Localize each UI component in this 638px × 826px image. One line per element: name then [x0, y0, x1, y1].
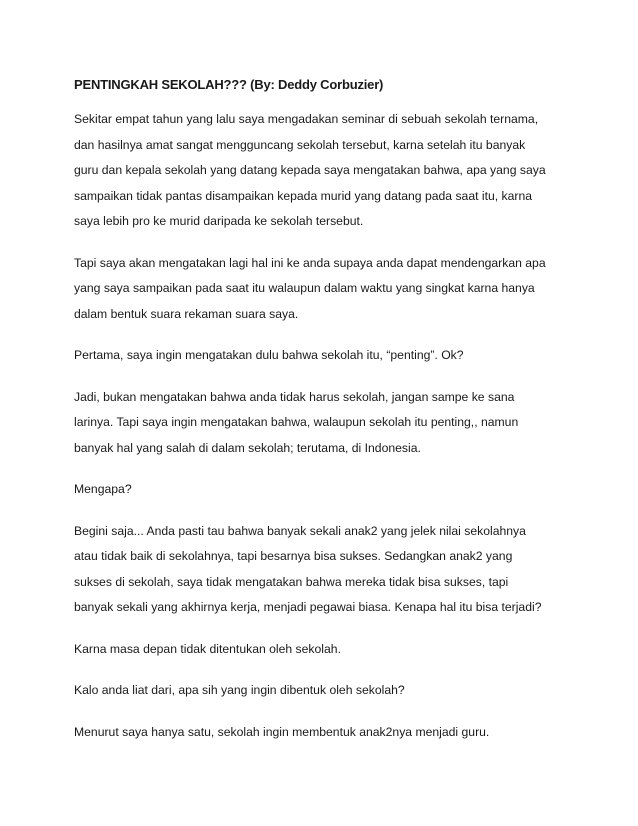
text-line: Mengapa? — [74, 482, 132, 496]
text-line: Tapi saya akan mengatakan lagi hal ini ke anda supaya anda dapat mendengarkan apa — [74, 255, 546, 270]
text-line: Kalo anda liat dari, apa sih yang ingin dibentuk oleh sekolah? — [74, 683, 405, 697]
text-line: guru dan kepala sekolah yang datang kepada saya mengatakan bahwa, apa yang saya — [74, 163, 546, 177]
text-line: Begini saja... Anda pasti tau bahwa banyak sekali anak2 yang jelek nilai sekolahnya — [74, 523, 526, 538]
text-line: Menurut saya hanya satu, sekolah ingin membentuk anak2nya menjadi guru. — [74, 724, 490, 739]
text-line: atau tidak baik di sekolahnya, tapi besarnya bisa sukses. Sedangkan anak2 yang — [74, 549, 513, 563]
text-line: Pertama, saya ingin mengatakan dulu bahwa sekolah itu, “penting”. Ok? — [74, 348, 464, 362]
text-line: dan hasilnya amat sangat mengguncang sekolah tersebut, karna setelah itu banyak — [74, 137, 526, 152]
paragraph — [74, 477, 574, 503]
text-line: saya lebih pro ke murid daripada ke sekolah tersebut. — [74, 214, 364, 228]
text-line: sampaikan tidak pantas disampaikan kepada murid yang datang pada saat itu, karna — [74, 188, 533, 203]
text-line: Sekitar empat tahun yang lalu saya mengadakan seminar di sebuah sekolah ternama, — [74, 112, 539, 126]
text-line: Karna masa depan tidak ditentukan oleh sekolah. — [74, 641, 341, 656]
paragraph — [74, 251, 574, 328]
text-line: banyak sekali yang akhirnya kerja, menjadi pegawai biasa. Kenapa hal itu bisa terjadi? — [74, 600, 542, 614]
document-title: PENTINGKAH SEKOLAH??? (By: Deddy Corbuzier) — [74, 77, 384, 92]
text-line: larinya. Tapi saya ingin mengatakan bahwa, walaupun sekolah itu penting,, namun — [74, 415, 519, 429]
paragraph — [74, 107, 574, 235]
paragraph — [74, 343, 574, 369]
text-line: dalam bentuk suara rekaman suara saya. — [74, 306, 299, 321]
paragraph — [74, 720, 574, 746]
document-body — [74, 76, 574, 761]
text-line: Jadi, bukan mengatakan bahwa anda tidak harus sekolah, jangan sampe ke sana — [74, 389, 515, 404]
paragraph — [74, 519, 574, 621]
paragraph — [74, 678, 574, 704]
text-line: banyak hal yang salah di dalam sekolah; terutama, di Indonesia. — [74, 440, 421, 455]
paragraph — [74, 385, 574, 462]
text-line: yang saya sampaikan pada saat itu walaupun dalam waktu yang singkat karna hanya — [74, 281, 535, 295]
text-line: sukses di sekolah, saya tidak mengatakan bahwa mereka tidak bisa sukses, tapi — [74, 574, 509, 589]
paragraph — [74, 637, 574, 663]
